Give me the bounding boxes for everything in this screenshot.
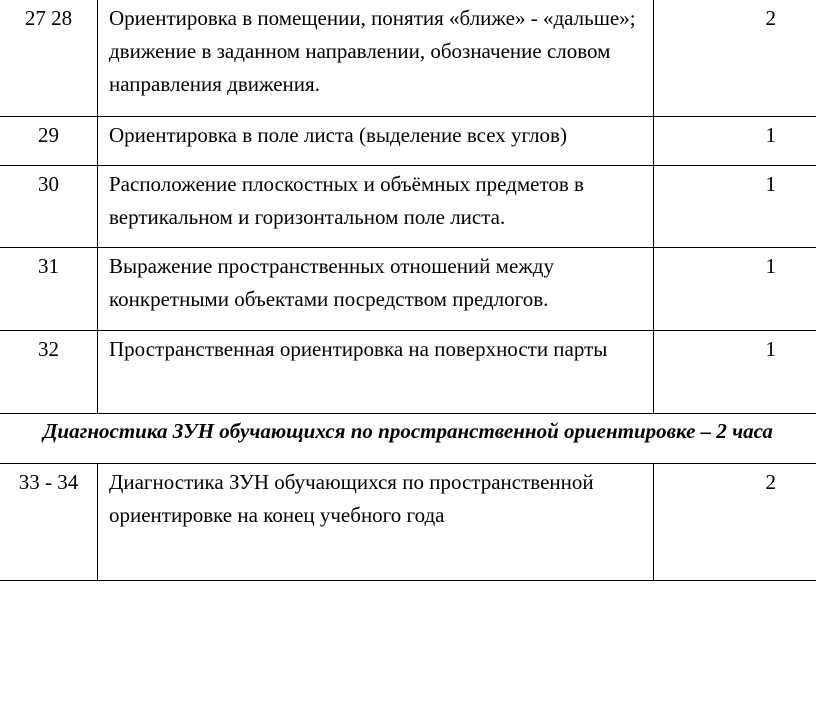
row-number: 32	[38, 337, 59, 361]
row-hours: 1	[765, 337, 776, 361]
row-topic: Выражение пространственных отношений между конкретными объектами посредством предлогов.	[97, 248, 654, 330]
row-number: 33 - 34	[18, 470, 79, 494]
row-number: 27 28	[24, 6, 73, 30]
row-hours: 2	[765, 470, 776, 494]
table-row	[0, 117, 816, 165]
table-row	[0, 331, 816, 413]
row-hours: 1	[765, 172, 776, 196]
table-row	[0, 0, 816, 116]
row-topic: Расположение плоскостных и объёмных предметов в вертикальном и горизонтальном поле листа.	[97, 166, 654, 247]
section-heading: Диагностика ЗУН обучающихся по пространственной ориентировке – 2 часа	[43, 419, 773, 443]
row-hours: 1	[765, 123, 776, 147]
row-topic: Ориентировка в помещении, понятия «ближе» - «дальше»; движение в заданном направлении, обозначение словом направления движения.	[97, 0, 654, 116]
row-number: 30	[38, 172, 59, 196]
row-number: 31	[38, 254, 59, 278]
table-row	[0, 166, 816, 247]
row-topic: Диагностика ЗУН обучающихся по пространственной ориентировке на конец учебного года	[97, 464, 654, 580]
table-bottom-border	[0, 580, 816, 581]
row-topic: Пространственная ориентировка на поверхности парты	[97, 331, 654, 413]
row-hours: 2	[765, 6, 776, 30]
row-topic: Ориентировка в поле листа (выделение всех углов)	[97, 117, 654, 165]
table-row	[0, 248, 816, 330]
row-divider	[0, 413, 816, 414]
row-hours: 1	[765, 254, 776, 278]
table-row	[0, 464, 816, 580]
row-number: 29	[38, 123, 59, 147]
